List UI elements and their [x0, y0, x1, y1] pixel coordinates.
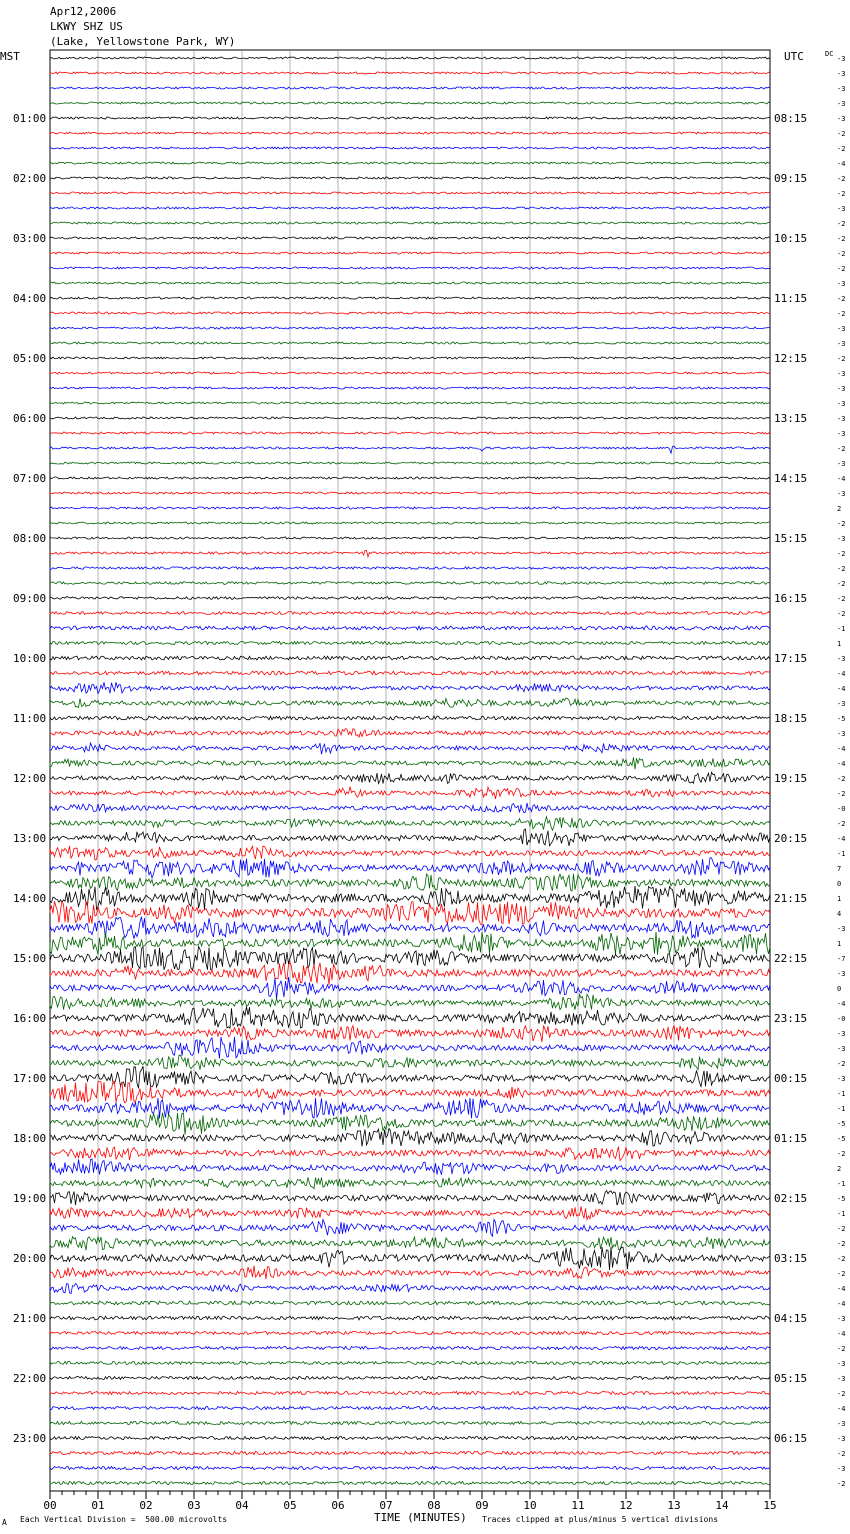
x-tick-label: 03 [187, 1499, 201, 1512]
dc-offset-label: -0 [837, 805, 846, 813]
dc-offset-label: -2 [837, 1060, 846, 1068]
trace-row [50, 417, 770, 419]
dc-offset-label: -4 [837, 745, 846, 753]
trace-row [50, 297, 770, 299]
trace-row [50, 817, 770, 831]
trace-row [50, 671, 770, 675]
trace-row [50, 846, 770, 860]
trace-row [50, 162, 770, 164]
mst-hour-label: 02:00 [13, 172, 47, 185]
utc-hour-label: 13:15 [774, 412, 808, 425]
dc-column-label: DC [825, 50, 834, 58]
x-tick-label: 07 [379, 1499, 393, 1512]
dc-offset-label: -2 [837, 175, 846, 183]
dc-offset-label: 7 [837, 865, 842, 873]
x-tick-label: 06 [331, 1499, 345, 1512]
trace-row [50, 874, 770, 891]
trace-row [50, 1481, 770, 1484]
trace-row [50, 682, 770, 693]
dc-offset-label: -2 [837, 1480, 846, 1488]
dc-offset-label: -3 [837, 415, 846, 423]
dc-offset-label: -3 [837, 325, 846, 333]
trace-row [50, 507, 770, 509]
mst-hour-label: 21:00 [13, 1312, 47, 1325]
utc-hour-label: 08:15 [774, 112, 808, 125]
mst-hour-label: 07:00 [13, 472, 47, 485]
trace-row [50, 237, 770, 239]
dc-offset-label: -2 [837, 145, 846, 153]
x-tick-label: 15 [763, 1499, 777, 1512]
dc-offset-label: -2 [837, 220, 846, 228]
x-tick-label: 13 [667, 1499, 681, 1512]
dc-offset-label: -3 [837, 1420, 846, 1428]
trace-row [50, 1436, 770, 1439]
dc-offset-label: -0 [837, 1015, 846, 1023]
x-tick-label: 09 [475, 1499, 489, 1512]
dc-offset-label: -2 [837, 550, 846, 558]
trace-row [50, 102, 770, 104]
trace-row [50, 1037, 770, 1059]
trace-row [50, 757, 770, 769]
trace-row [50, 641, 770, 644]
trace-row [50, 829, 770, 846]
trace-row [50, 901, 770, 925]
dc-offset-label: -2 [837, 610, 846, 618]
dc-offset-label: -1 [837, 1090, 846, 1098]
dc-offset-label: -3 [837, 460, 846, 468]
mst-hour-label: 22:00 [13, 1372, 47, 1385]
trace-row [50, 462, 770, 464]
utc-hour-label: 10:15 [774, 232, 808, 245]
plot-date: Apr12,2006 [50, 5, 117, 18]
mst-hour-label: 14:00 [13, 892, 47, 905]
trace-row [50, 357, 770, 359]
utc-hour-label: 23:15 [774, 1012, 808, 1025]
dc-offset-label: -3 [837, 370, 846, 378]
trace-row [50, 1266, 770, 1279]
utc-hour-label: 11:15 [774, 292, 808, 305]
dc-offset-label: -4 [837, 1285, 846, 1293]
trace-row [50, 1025, 770, 1042]
trace-row [50, 656, 770, 660]
utc-hour-label: 00:15 [774, 1072, 808, 1085]
trace-row [50, 1113, 770, 1135]
trace-row [50, 267, 770, 269]
mst-hour-label: 06:00 [13, 412, 47, 425]
dc-offset-label: -1 [837, 850, 846, 858]
mst-hour-label: 04:00 [13, 292, 47, 305]
dc-offset-label: -2 [837, 595, 846, 603]
trace-row [50, 72, 770, 74]
dc-offset-label: 4 [837, 910, 842, 918]
dc-offset-label: -3 [837, 730, 846, 738]
trace-row [50, 522, 770, 524]
mst-hour-label: 13:00 [13, 832, 47, 845]
corner-mark: A [2, 1518, 7, 1527]
trace-row [50, 57, 770, 59]
dc-offset-label: -3 [837, 400, 846, 408]
mst-hour-label: 03:00 [13, 232, 47, 245]
trace-row [50, 1406, 770, 1409]
dc-offset-label: -2 [837, 1345, 846, 1353]
x-axis-title: TIME (MINUTES) [374, 1511, 467, 1524]
trace-row [50, 537, 770, 539]
dc-offset-label: -3 [837, 1030, 846, 1038]
trace-row [50, 477, 770, 479]
dc-offset-label: -3 [837, 1045, 846, 1053]
dc-offset-label: -2 [837, 295, 846, 303]
dc-offset-label: -2 [837, 265, 846, 273]
dc-offset-label: -2 [837, 580, 846, 588]
utc-hour-label: 06:15 [774, 1432, 808, 1445]
dc-offset-label: -2 [837, 820, 846, 828]
trace-row [50, 1159, 770, 1175]
trace-row [50, 1284, 770, 1294]
dc-offset-label: -3 [837, 925, 846, 933]
trace-row [50, 917, 770, 939]
dc-offset-label: -3 [837, 1360, 846, 1368]
x-tick-label: 00 [43, 1499, 57, 1512]
x-tick-label: 01 [91, 1499, 105, 1512]
trace-row [50, 1177, 770, 1188]
dc-offset-label: -3 [837, 100, 846, 108]
dc-offset-label: -3 [837, 385, 846, 393]
utc-hour-label: 12:15 [774, 352, 808, 365]
x-tick-label: 11 [571, 1499, 585, 1512]
mst-hour-label: 17:00 [13, 1072, 47, 1085]
trace-row [50, 177, 770, 179]
trace-row [50, 432, 770, 434]
dc-offset-label: -3 [837, 1465, 846, 1473]
trace-row [50, 402, 770, 404]
trace-row [50, 597, 770, 600]
trace-row [50, 1007, 770, 1029]
trace-row [50, 1361, 770, 1364]
dc-offset-label: -2 [837, 1150, 846, 1158]
dc-offset-label: -1 [837, 1105, 846, 1113]
dc-offset-label: -2 [837, 310, 846, 318]
plot-frame [50, 50, 770, 1491]
dc-offset-label: -2 [837, 1255, 846, 1263]
trace-row [50, 946, 770, 970]
dc-offset-label: -3 [837, 700, 846, 708]
dc-offset-label: -2 [837, 1225, 846, 1233]
trace-row [50, 716, 770, 720]
dc-offset-label: -3 [837, 1075, 846, 1083]
mst-hour-label: 01:00 [13, 112, 47, 125]
utc-hour-label: 05:15 [774, 1372, 808, 1385]
trace-row [50, 1331, 770, 1334]
trace-row [50, 787, 770, 799]
dc-offset-label: -3 [837, 85, 846, 93]
dc-offset-label: -3 [837, 1435, 846, 1443]
dc-offset-label: -2 [837, 1450, 846, 1458]
dc-offset-label: -3 [837, 115, 846, 123]
trace-row [50, 312, 770, 314]
dc-offset-label: -1 [837, 1180, 846, 1188]
dc-offset-label: -4 [837, 1300, 846, 1308]
x-tick-label: 12 [619, 1499, 633, 1512]
utc-hour-label: 16:15 [774, 592, 808, 605]
trace-row [50, 117, 770, 119]
dc-offset-label: -3 [837, 1315, 846, 1323]
trace-row [50, 207, 770, 209]
utc-hour-label: 15:15 [774, 532, 808, 545]
trace-row [50, 886, 770, 910]
dc-offset-label: -2 [837, 790, 846, 798]
trace-row [50, 1237, 770, 1251]
dc-offset-label: -2 [837, 1390, 846, 1398]
dc-offset-label: -5 [837, 1195, 846, 1203]
trace-row [50, 222, 770, 224]
mst-hour-label: 19:00 [13, 1192, 47, 1205]
trace-row [50, 492, 770, 494]
dc-offset-label: -3 [837, 205, 846, 213]
dc-offset-label: -1 [837, 1210, 846, 1218]
utc-axis-label: UTC [784, 50, 804, 63]
trace-row [50, 1301, 770, 1305]
dc-offset-label: -2 [837, 520, 846, 528]
utc-hour-label: 14:15 [774, 472, 808, 485]
dc-offset-label: -4 [837, 760, 846, 768]
trace-row [50, 282, 770, 284]
trace-row [50, 1247, 770, 1270]
dc-offset-label: -3 [837, 280, 846, 288]
scale-note: Each Vertical Division = 500.00 microvolts [20, 1515, 228, 1524]
trace-row [50, 567, 770, 569]
trace-row [50, 858, 770, 878]
mst-hour-label: 23:00 [13, 1432, 47, 1445]
dc-offset-label: -3 [837, 535, 846, 543]
trace-row [50, 1391, 770, 1394]
dc-offset-label: -4 [837, 835, 846, 843]
trace-row [50, 1220, 770, 1237]
dc-offset-label: -2 [837, 235, 846, 243]
dc-offset-label: -2 [837, 565, 846, 573]
mst-hour-label: 09:00 [13, 592, 47, 605]
trace-row [50, 626, 770, 630]
mst-hour-label: 08:00 [13, 532, 47, 545]
x-tick-label: 02 [139, 1499, 153, 1512]
trace-row [50, 582, 770, 585]
mst-hour-label: 15:00 [13, 952, 47, 965]
station-location: (Lake, Yellowstone Park, WY) [50, 35, 236, 48]
x-tick-label: 05 [283, 1499, 297, 1512]
utc-hour-label: 19:15 [774, 772, 808, 785]
dc-offset-label: -3 [837, 1375, 846, 1383]
dc-offset-label: 2 [837, 505, 842, 513]
trace-row [50, 1346, 770, 1349]
dc-offset-label: -3 [837, 490, 846, 498]
dc-offset-label: -4 [837, 475, 846, 483]
mst-hour-label: 05:00 [13, 352, 47, 365]
trace-row [50, 803, 770, 813]
mst-hour-label: 16:00 [13, 1012, 47, 1025]
trace-row [50, 1066, 770, 1088]
trace-row [50, 1421, 770, 1424]
utc-hour-label: 22:15 [774, 952, 808, 965]
mst-hour-label: 11:00 [13, 712, 47, 725]
x-tick-label: 14 [715, 1499, 729, 1512]
dc-offset-label: 1 [837, 895, 842, 903]
clip-note: Traces clipped at plus/minus 5 vertical divisions [482, 1515, 719, 1524]
trace-row [50, 192, 770, 194]
utc-hour-label: 20:15 [774, 832, 808, 845]
dc-offset-label: -2 [837, 775, 846, 783]
trace-row [50, 1466, 770, 1469]
dc-offset-label: -4 [837, 1330, 846, 1338]
x-tick-label: 04 [235, 1499, 249, 1512]
trace-row [50, 342, 770, 344]
dc-offset-label: -4 [837, 670, 846, 678]
mst-hour-label: 10:00 [13, 652, 47, 665]
utc-hour-label: 02:15 [774, 1192, 808, 1205]
dc-offset-label: 0 [837, 985, 842, 993]
trace-row [50, 550, 770, 557]
dc-offset-label: -3 [837, 70, 846, 78]
dc-offset-label: -3 [837, 655, 846, 663]
mst-hour-label: 18:00 [13, 1132, 47, 1145]
trace-row [50, 1451, 770, 1454]
trace-row [50, 252, 770, 254]
trace-row [50, 772, 770, 783]
trace-row [50, 327, 770, 329]
mst-axis-label: MST [0, 50, 20, 63]
dc-offset-label: -3 [837, 55, 846, 63]
dc-offset-label: -2 [837, 1240, 846, 1248]
trace-row [50, 994, 770, 1010]
utc-hour-label: 09:15 [774, 172, 808, 185]
utc-hour-label: 21:15 [774, 892, 808, 905]
trace-row [50, 729, 770, 738]
dc-offset-label: -2 [837, 250, 846, 258]
utc-hour-label: 18:15 [774, 712, 808, 725]
dc-offset-label: 2 [837, 1165, 842, 1173]
trace-row [50, 612, 770, 615]
trace-row [50, 1376, 770, 1379]
dc-offset-label: -7 [837, 955, 846, 963]
utc-hour-label: 03:15 [774, 1252, 808, 1265]
trace-row [50, 147, 770, 149]
trace-row [50, 1191, 770, 1206]
dc-offset-label: -2 [837, 190, 846, 198]
dc-offset-label: -3 [837, 340, 846, 348]
dc-offset-label: -5 [837, 1120, 846, 1128]
dc-offset-label: -4 [837, 1405, 846, 1413]
dc-offset-label: -5 [837, 715, 846, 723]
x-tick-label: 10 [523, 1499, 537, 1512]
trace-row [50, 446, 770, 453]
mst-hour-label: 12:00 [13, 772, 47, 785]
trace-row [50, 1316, 770, 1320]
dc-offset-label: -1 [837, 625, 846, 633]
trace-row [50, 132, 770, 134]
x-tick-label: 08 [427, 1499, 441, 1512]
utc-hour-label: 04:15 [774, 1312, 808, 1325]
dc-offset-label: 1 [837, 940, 842, 948]
trace-row [50, 932, 770, 955]
trace-row [50, 1055, 770, 1070]
trace-row [50, 1147, 770, 1161]
trace-row [50, 372, 770, 374]
trace-row [50, 698, 770, 708]
station-code: LKWY SHZ US [50, 20, 123, 33]
trace-row [50, 743, 770, 754]
dc-offset-label: -5 [837, 1135, 846, 1143]
trace-row [50, 1128, 770, 1146]
dc-offset-label: -2 [837, 355, 846, 363]
dc-offset-label: -2 [837, 445, 846, 453]
dc-offset-label: 1 [837, 640, 842, 648]
dc-offset-label: -3 [837, 970, 846, 978]
dc-offset-label: -4 [837, 685, 846, 693]
utc-hour-label: 01:15 [774, 1132, 808, 1145]
trace-row [50, 387, 770, 389]
dc-offset-label: 0 [837, 880, 842, 888]
trace-row [50, 977, 770, 999]
trace-row [50, 87, 770, 89]
dc-offset-label: -4 [837, 1000, 846, 1008]
utc-hour-label: 17:15 [774, 652, 808, 665]
trace-row [50, 1206, 770, 1219]
dc-offset-label: -2 [837, 130, 846, 138]
dc-offset-label: -4 [837, 160, 846, 168]
mst-hour-label: 20:00 [13, 1252, 47, 1265]
dc-offset-label: -2 [837, 1270, 846, 1278]
dc-offset-label: -3 [837, 430, 846, 438]
